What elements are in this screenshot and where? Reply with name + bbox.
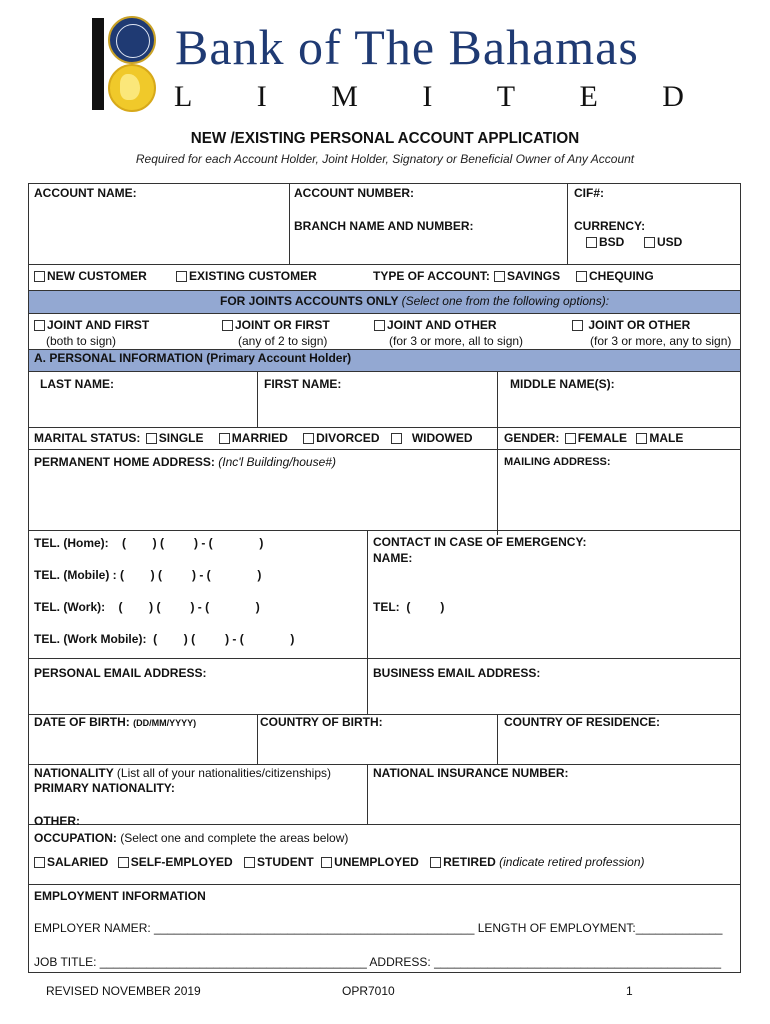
joint-or-other-option[interactable]: JOINT OR OTHER <box>572 318 690 332</box>
student-checkbox[interactable] <box>244 857 255 868</box>
form-subtitle: Required for each Account Holder, Joint Holder, Signatory or Beneficial Owner of Any Account <box>135 152 635 166</box>
account-name-label: ACCOUNT NAME: <box>34 186 137 200</box>
unemployed-checkbox[interactable] <box>321 857 332 868</box>
nationality-label: NATIONALITY (List all of your nationalities/citizenships) <box>34 766 332 780</box>
employer-name-line[interactable]: EMPLOYER NAMER: ________________________________________________ LENGTH OF EMPLOYMENT:_____________ <box>34 921 723 935</box>
limited-letter: L <box>174 80 193 113</box>
salaried-checkbox[interactable] <box>34 857 45 868</box>
middle-name-label: MIDDLE NAME(S): <box>510 377 615 391</box>
first-name-label: FIRST NAME: <box>264 377 342 391</box>
limited-letter: D <box>662 80 684 113</box>
joint-and-other-option[interactable]: JOINT AND OTHER <box>374 318 497 332</box>
limited-letter: E <box>579 80 598 113</box>
limited-letter: M <box>331 80 358 113</box>
self-employed-checkbox[interactable] <box>118 857 129 868</box>
emergency-contact-label: CONTACT IN CASE OF EMERGENCY: <box>373 535 587 549</box>
existing-customer-checkbox[interactable] <box>176 271 187 282</box>
gender-group: GENDER: FEMALE MALE <box>504 431 684 445</box>
savings-option[interactable]: SAVINGS <box>494 269 560 283</box>
primary-nationality-label: PRIMARY NATIONALITY: <box>34 781 175 795</box>
marital-status-group: MARITAL STATUS: SINGLE MARRIED DIVORCED WIDOWED <box>34 431 473 445</box>
bank-name: Bank of The Bahamas <box>175 19 639 75</box>
emergency-name-label: NAME: <box>373 551 413 565</box>
branch-label: BRANCH NAME AND NUMBER: <box>294 219 474 233</box>
male-checkbox[interactable] <box>636 433 647 444</box>
joint-and-first-option[interactable]: JOINT AND FIRST <box>34 318 149 332</box>
employment-info-heading: EMPLOYMENT INFORMATION <box>34 889 206 903</box>
logo-bar <box>92 18 104 110</box>
existing-customer-option[interactable]: EXISTING CUSTOMER <box>176 269 317 283</box>
joint-or-other-checkbox[interactable] <box>572 320 583 331</box>
account-number-label: ACCOUNT NUMBER: <box>294 186 414 200</box>
home-address-label: PERMANENT HOME ADDRESS: (Inc'l Building/house#) <box>34 455 336 469</box>
limited-letter: I <box>256 80 267 113</box>
bsd-checkbox[interactable] <box>586 237 597 248</box>
currency-bsd-option[interactable]: BSD <box>586 235 624 249</box>
usd-checkbox[interactable] <box>644 237 655 248</box>
personal-email-label: PERSONAL EMAIL ADDRESS: <box>34 666 207 680</box>
other-label: OTHER: <box>34 814 80 828</box>
chequing-option[interactable]: CHEQUING <box>576 269 654 283</box>
form-title: NEW /EXISTING PERSONAL ACCOUNT APPLICATION <box>190 130 580 147</box>
page-number: 1 <box>626 984 633 998</box>
female-checkbox[interactable] <box>565 433 576 444</box>
joint-and-other-note: (for 3 or more, all to sign) <box>389 334 524 348</box>
tel-work-label: TEL. (Work): ( ) ( ) - ( ) <box>34 600 260 614</box>
chequing-checkbox[interactable] <box>576 271 587 282</box>
joint-and-first-checkbox[interactable] <box>34 320 45 331</box>
currency-label: CURRENCY: <box>574 219 646 233</box>
bank-limited <box>174 80 684 114</box>
revised-date: REVISED NOVEMBER 2019 <box>46 984 201 998</box>
seal-icon <box>108 16 156 64</box>
joint-or-other-note: (for 3 or more, any to sign) <box>590 334 732 348</box>
country-birth-label: COUNTRY OF BIRTH: <box>260 715 383 729</box>
retired-checkbox[interactable] <box>430 857 441 868</box>
type-of-account-label: TYPE OF ACCOUNT: <box>373 269 490 283</box>
tel-home-label: TEL. (Home): ( ) ( ) - ( ) <box>34 536 264 550</box>
joint-and-first-note: (both to sign) <box>46 334 117 348</box>
occupation-label: OCCUPATION: (Select one and complete the areas below) <box>34 831 349 845</box>
divorced-checkbox[interactable] <box>303 433 314 444</box>
single-checkbox[interactable] <box>146 433 157 444</box>
currency-usd-option[interactable]: USD <box>644 235 682 249</box>
joint-or-first-note: (any of 2 to sign) <box>238 334 328 348</box>
new-customer-option[interactable]: NEW CUSTOMER <box>34 269 147 283</box>
limited-letter: T <box>496 80 516 113</box>
form-code: OPR7010 <box>342 984 395 998</box>
savings-checkbox[interactable] <box>494 271 505 282</box>
job-title-line[interactable]: JOB TITLE: ________________________________________ ADDRESS: ___________________________________________ <box>34 955 722 969</box>
joint-or-first-option[interactable]: JOINT OR FIRST <box>222 318 330 332</box>
new-customer-checkbox[interactable] <box>34 271 45 282</box>
joints-heading: FOR JOINTS ACCOUNTS ONLY (Select one from the following options): <box>220 294 610 308</box>
occupation-options: SALARIED SELF-EMPLOYED STUDENT UNEMPLOYED RETIRED (indicate retired profession) <box>34 855 645 869</box>
section-a-heading: A. PERSONAL INFORMATION (Primary Account Holder) <box>34 351 352 365</box>
limited-letter: I <box>422 80 433 113</box>
globe-icon <box>108 64 156 112</box>
cif-label: CIF#: <box>574 186 604 200</box>
marital-status-label: MARITAL STATUS: <box>34 431 141 445</box>
national-insurance-label: NATIONAL INSURANCE NUMBER: <box>373 766 569 780</box>
tel-work-mobile-label: TEL. (Work Mobile): ( ) ( ) - ( ) <box>34 632 295 646</box>
joint-and-other-checkbox[interactable] <box>374 320 385 331</box>
country-residence-label: COUNTRY OF RESIDENCE: <box>504 715 661 729</box>
last-name-label: LAST NAME: <box>40 377 114 391</box>
dob-label: DATE OF BIRTH: (DD/MM/YYYY) <box>34 715 197 729</box>
emergency-tel-label: TEL: ( ) <box>373 600 445 614</box>
widowed-checkbox[interactable] <box>391 433 402 444</box>
married-checkbox[interactable] <box>219 433 230 444</box>
joint-or-first-checkbox[interactable] <box>222 320 233 331</box>
business-email-label: BUSINESS EMAIL ADDRESS: <box>373 666 541 680</box>
gender-label: GENDER: <box>504 431 560 445</box>
mailing-address-label: MAILING ADDRESS: <box>504 456 611 468</box>
tel-mobile-label: TEL. (Mobile) : ( ) ( ) - ( ) <box>34 568 262 582</box>
